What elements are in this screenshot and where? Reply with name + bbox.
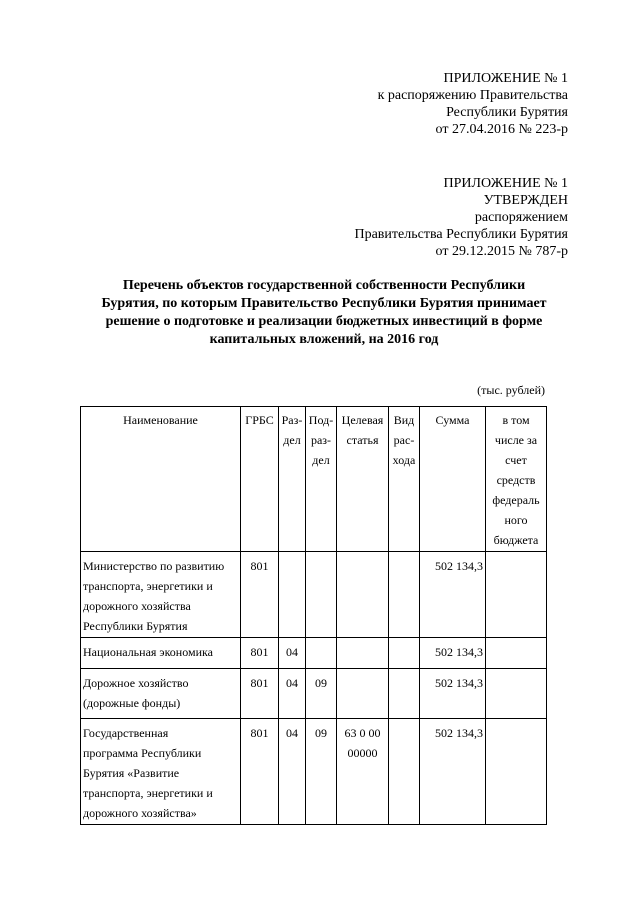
title-line: Перечень объектов государственной собственности Республики [122, 278, 526, 293]
appendix-current-line: от 27.04.2016 № 223-р [435, 122, 568, 137]
appendix-current-block [378, 70, 568, 138]
title-line: решение о подготовке и реализации бюджетных инвестиций в форме [105, 314, 543, 329]
cell-vid [389, 552, 420, 638]
header-podrazdel: Под- раз- дел [306, 407, 337, 552]
appendix-current-line: Республики Бурятия [446, 105, 568, 120]
appendix-current-line: к распоряжению Правительства [377, 88, 568, 103]
appendix-original-block [354, 175, 568, 260]
cell-federal [486, 669, 547, 719]
table-row [81, 552, 547, 638]
cell-grbs: 801 [241, 638, 279, 669]
cell-vid [389, 719, 420, 825]
cell-razdel: 04 [279, 638, 306, 669]
cell-grbs: 801 [241, 552, 279, 638]
cell-sum: 502 134,3 [420, 552, 486, 638]
cell-podrazdel [306, 552, 337, 638]
cell-name: Министерство по развитию транспорта, энергетики и дорожного хозяйства Республики Бурятия [81, 552, 241, 638]
appendix-original-line: от 29.12.2015 № 787-р [435, 244, 568, 259]
cell-sum: 502 134,3 [420, 669, 486, 719]
header-target: Целевая статья [337, 407, 389, 552]
appendix-current-line: ПРИЛОЖЕНИЕ № 1 [443, 71, 568, 86]
investment-table [80, 406, 547, 825]
cell-federal [486, 719, 547, 825]
table-row [81, 669, 547, 719]
cell-target [337, 638, 389, 669]
cell-target [337, 552, 389, 638]
cell-federal [486, 638, 547, 669]
appendix-original-line: УТВЕРЖДЕН [483, 193, 568, 208]
cell-sum: 502 134,3 [420, 719, 486, 825]
header-vid: Вид рас- хода [389, 407, 420, 552]
cell-podrazdel: 09 [306, 669, 337, 719]
cell-target [337, 669, 389, 719]
table-header-row [81, 407, 547, 552]
cell-name: Дорожное хозяйство (дорожные фонды) [81, 669, 241, 719]
header-federal: в том числе за счет средств федераль ного бюджета [486, 407, 547, 552]
appendix-original-line: Правительства Республики Бурятия [354, 227, 568, 242]
cell-grbs: 801 [241, 669, 279, 719]
cell-razdel: 04 [279, 719, 306, 825]
cell-vid [389, 669, 420, 719]
document-title [84, 277, 564, 349]
cell-federal [486, 552, 547, 638]
cell-target: 63 0 00 00000 [337, 719, 389, 825]
table-row [81, 638, 547, 669]
cell-razdel: 04 [279, 669, 306, 719]
table-row [81, 719, 547, 825]
cell-podrazdel: 09 [306, 719, 337, 825]
header-razdel: Раз- дел [279, 407, 306, 552]
cell-grbs: 801 [241, 719, 279, 825]
header-grbs: ГРБС [241, 407, 279, 552]
appendix-original-line: распоряжением [474, 210, 568, 225]
title-line: Бурятия, по которым Правительство Республики Бурятия принимает [101, 296, 547, 311]
cell-name: Государственная программа Республики Бурятия «Развитие транспорта, энергетики и дорожного хозяйства» [81, 719, 241, 825]
units-label: (тыс. рублей) [477, 383, 545, 397]
cell-vid [389, 638, 420, 669]
cell-name: Национальная экономика [81, 638, 241, 669]
header-sum: Сумма [420, 407, 486, 552]
cell-sum: 502 134,3 [420, 638, 486, 669]
cell-razdel [279, 552, 306, 638]
header-name: Наименование [81, 407, 241, 552]
appendix-original-line: ПРИЛОЖЕНИЕ № 1 [443, 176, 568, 191]
cell-podrazdel [306, 638, 337, 669]
title-line: капитальных вложений, на 2016 год [209, 332, 439, 347]
